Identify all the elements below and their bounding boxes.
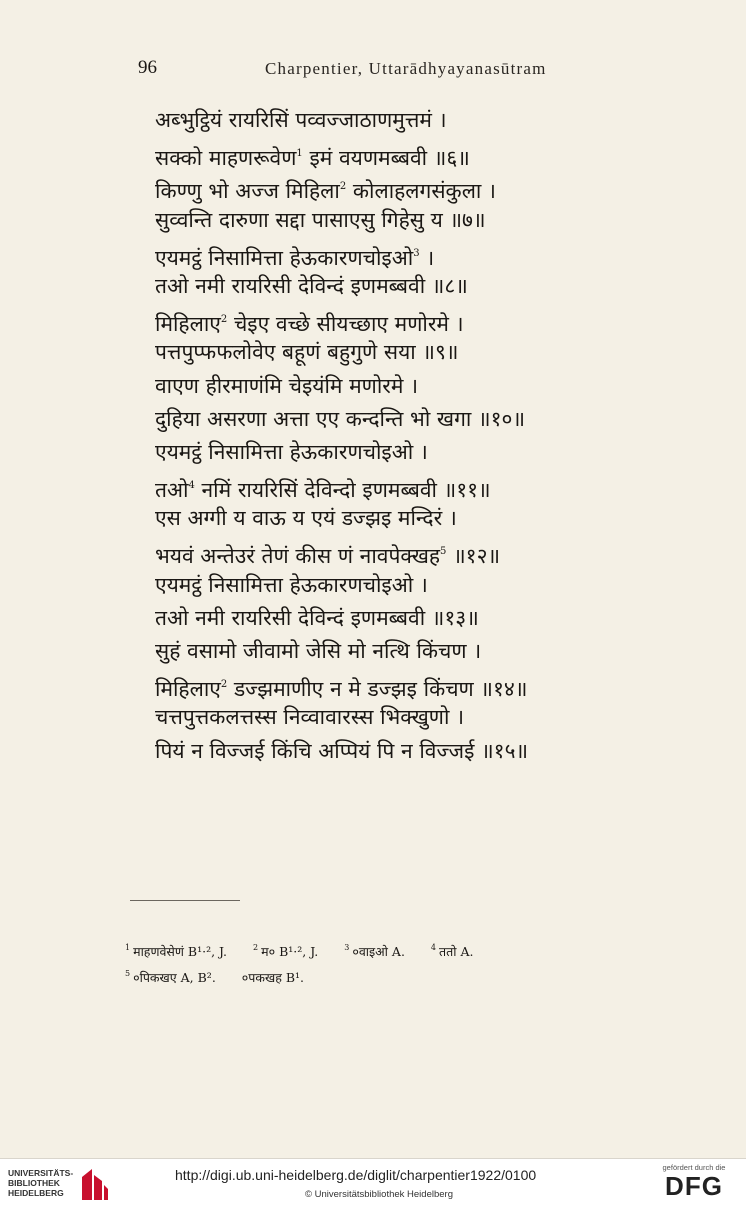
verse-line: एस अग्गी य वाऊ य एयं डज्झइ मन्दिरं ।	[155, 506, 457, 531]
permalink-url[interactable]: http://digi.ub.uni-heidelberg.de/diglit/charpentier1922/0100	[175, 1167, 537, 1183]
verse-line: पत्तपुप्फफलोवेए बहूणं बहुगुणे सया ॥९॥	[155, 340, 459, 365]
verse-line: पियं न विज्जई किंचि अप्पियं पि न विज्जई ॥१५॥	[155, 738, 529, 763]
sponsor-logo[interactable]	[652, 1163, 736, 1200]
running-title: Charpentier, Uttarādhyayanasūtram	[265, 59, 547, 78]
footnote-marker: 2	[339, 181, 347, 193]
sponsor-label: gefördert durch die	[662, 1163, 726, 1172]
verse-line: तओ नमी रायरिसी देविन्दं इणमब्बवी ॥८॥	[155, 273, 468, 298]
footnote-separator	[130, 900, 240, 901]
viewer-footer	[0, 1158, 746, 1209]
footnotes	[125, 937, 715, 989]
verse-line: भयवं अन्तेउरं तेणं कीस णं नावपेक्खह$^5$ ॥१२॥	[155, 544, 501, 569]
library-emblem-icon	[78, 1167, 110, 1201]
verse-line: सुव्वन्ति दारुणा सद्दा पासाएसु गिहेसु य ॥७॥	[155, 207, 486, 232]
verse-line: मिहिलाए$^2$ चेइए वच्छे सीयच्छाए मणोरमे ।	[155, 312, 464, 337]
verse-line: मिहिलाए$^2$ डज्झमाणीए न मे डज्झइ किंचण ॥१४॥	[155, 677, 528, 702]
footnote-marker: 2	[220, 314, 228, 326]
footnote: $^1$ माहणवेसेणं B¹·², J.	[125, 943, 228, 959]
dfg-logo: DFG	[665, 1171, 723, 1201]
page-header	[0, 55, 746, 85]
library-logo-text: UNIVERSITÄTS- BIBLIOTHEK HEIDELBERG	[8, 1168, 74, 1198]
verse-block	[155, 104, 715, 768]
verse-line: एयमट्ठं निसामित्ता हेऊकारणचोइओ ।	[155, 439, 428, 464]
footnote-marker: 1	[296, 148, 303, 160]
verse-line: अब्भुट्ठियं रायरिसिं पव्वज्जाठाणमुत्तमं ।	[155, 108, 447, 132]
library-logo[interactable]	[8, 1167, 113, 1201]
footnote: $^5$ ०पिकखए A, B².	[125, 969, 216, 985]
verse-line: किण्णु भो अज्ज मिहिला$^2$ कोलाहलगसंकुला ।	[155, 179, 497, 204]
footnote: ०पकखह B¹.	[241, 970, 305, 985]
verse-line: सुहं वसामो जीवामो जेसि मो नत्थि किंचण ।	[155, 639, 482, 663]
verse-line: चत्तपुत्तकलत्तस्स निव्वावारस्स भिक्खुणो ।	[155, 705, 465, 730]
page-number: 96	[138, 57, 157, 78]
verse-line: वाएण हीरमाणंमि चेइयंमि मणोरमे ।	[155, 373, 419, 398]
verse-line: तओ$^4$ नमिं रायरिसिं देविन्दो इणमब्बवी ॥११॥	[155, 478, 491, 503]
verse-line: तओ नमी रायरिसी देविन्दं इणमब्बवी ॥१३॥	[155, 605, 479, 630]
verse-line: एयमट्ठं निसामित्ता हेऊकारणचोइओ$^3$ ।	[155, 245, 435, 270]
footnote-marker: 3	[413, 247, 420, 259]
footnote-marker: 2	[220, 679, 228, 691]
copyright-notice: © Universitätsbibliothek Heidelberg	[305, 1189, 453, 1200]
verse-line: दुहिया असरणा अत्ता एए कन्दन्ति भो खगा ॥१०॥	[155, 406, 526, 431]
footnote-marker: 4	[188, 480, 195, 492]
footnote: $^2$ म० B¹·², J.	[253, 943, 319, 959]
footnote-line	[125, 937, 715, 963]
footnote: $^4$ ततो A.	[430, 943, 474, 959]
footnote-marker: 5	[440, 546, 447, 558]
verse-line: एयमट्ठं निसामित्ता हेऊकारणचोइओ ।	[155, 572, 428, 597]
footnote-line	[125, 963, 715, 989]
footnote: $^3$ ०वाइओ A.	[344, 943, 405, 959]
verse-line: सक्को माहणरूवेण$^1$ इमं वयणमब्बवी ॥६॥	[155, 146, 470, 171]
